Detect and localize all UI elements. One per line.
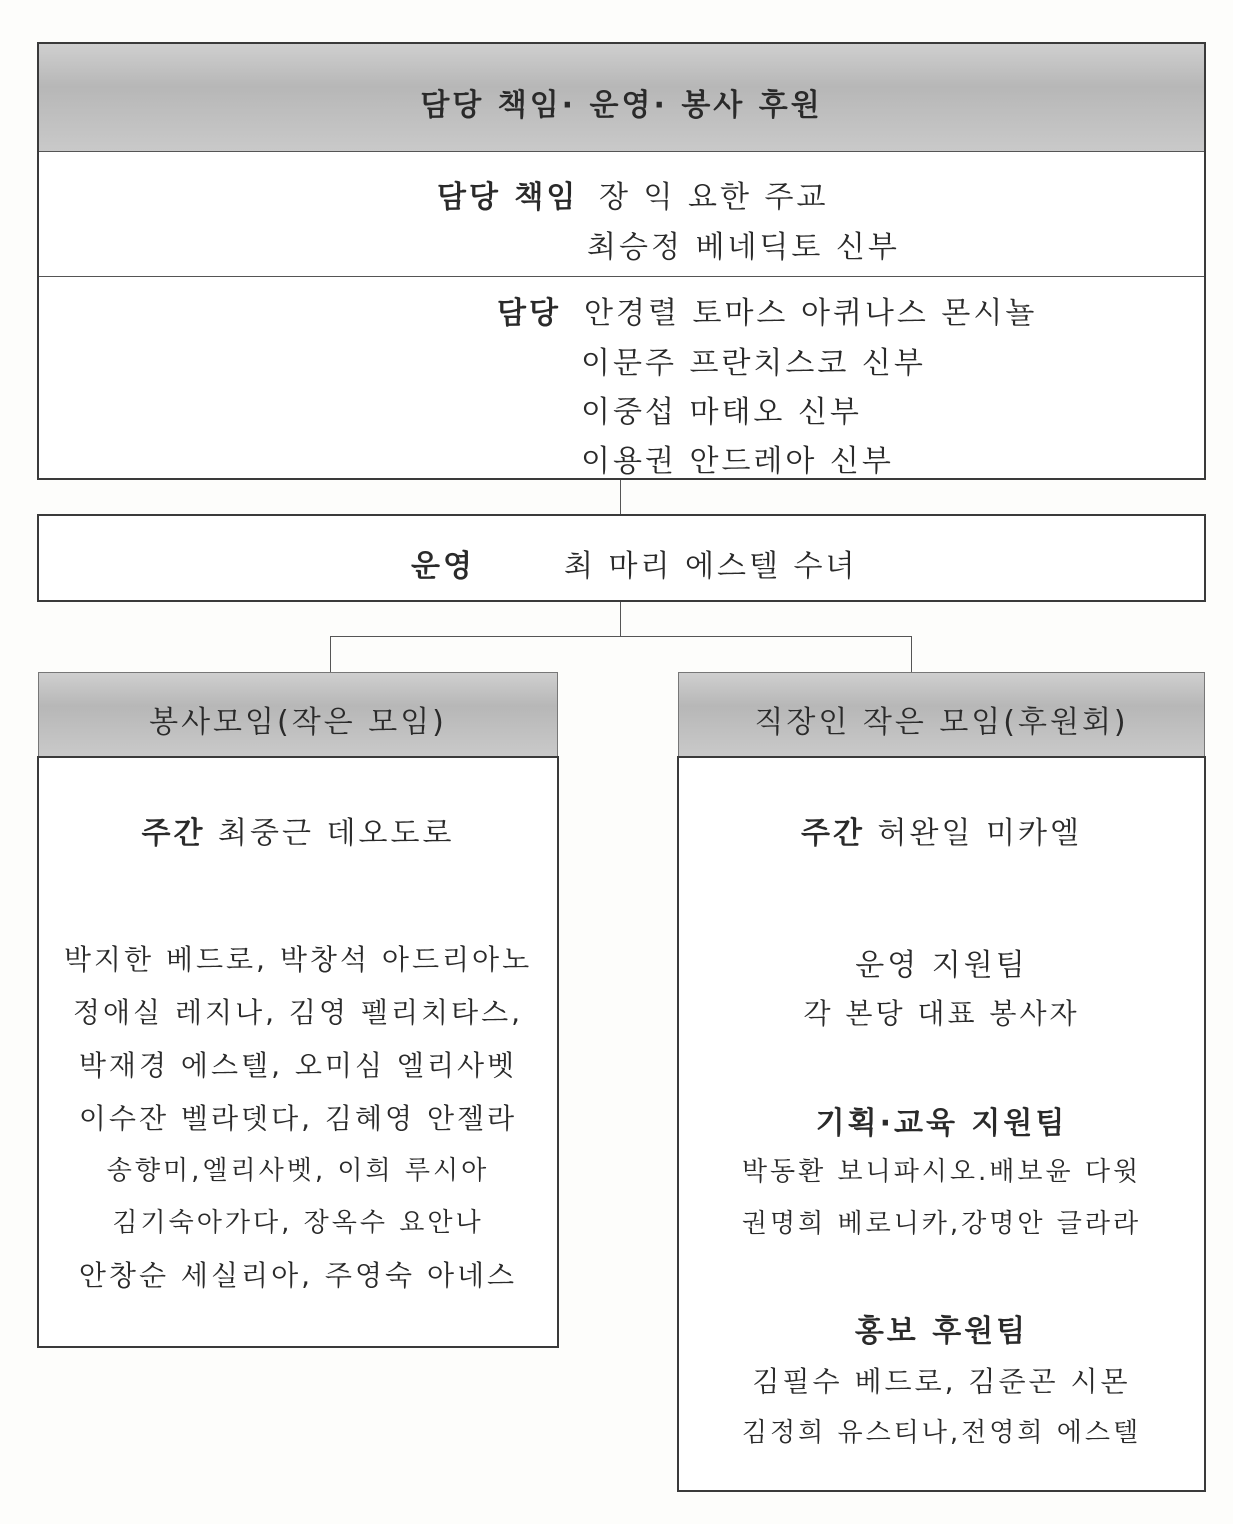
operations-name: 최 마리 에스텔 수녀	[564, 549, 858, 584]
left-member-2: 정애실 레지나, 김영 펠리치타스,	[72, 996, 524, 1029]
left-leader-label: 주간	[141, 816, 206, 851]
connector-top-ops	[620, 480, 621, 514]
connector-left-down	[330, 636, 331, 672]
top-header-title: 담당 책임· 운영· 봉사 후원	[420, 88, 823, 123]
left-leader-name: 최중근 데오도로	[218, 816, 455, 851]
left-member-4: 이수잔 벨라뎃다, 김혜영 안젤라	[78, 1102, 518, 1135]
left-box	[37, 756, 559, 1348]
team3-line-2: 김정희 유스티나,전영희 에스텔	[741, 1418, 1142, 1448]
charge-name-4: 이용권 안드레아 신부	[581, 444, 894, 479]
top-header-bar	[39, 44, 1204, 151]
charge-name-3: 이중섭 마태오 신부	[581, 395, 862, 430]
left-leader	[39, 808, 557, 852]
left-header-box	[38, 672, 558, 756]
top-divider-1	[39, 151, 1204, 152]
team3-line-1: 김필수 베드로, 김준곤 시몬	[752, 1365, 1131, 1398]
responsibility-name-2: 최승정 베네딕토 신부	[587, 230, 900, 265]
charge-name-2: 이문주 프란치스코 신부	[581, 346, 926, 381]
team3-title: 홍보 후원팀	[854, 1314, 1029, 1349]
right-header-box	[678, 672, 1205, 756]
right-box	[677, 756, 1206, 1492]
left-member-5: 송향미,엘리사벳, 이희 루시아	[106, 1156, 490, 1186]
responsibility-label: 담당 책임	[437, 180, 579, 215]
operations-label: 운영	[411, 549, 475, 584]
team2-title: 기획·교육 지원팀	[815, 1106, 1068, 1141]
left-member-7: 안창순 세실리아, 주영숙 아네스	[78, 1259, 518, 1292]
right-header-title: 직장인 작은 모임(후원회)	[754, 705, 1129, 740]
operations-box	[37, 514, 1206, 602]
connector-horizontal	[330, 636, 912, 637]
charge-label: 담당	[497, 296, 561, 331]
team1-title: 운영 지원팀	[855, 948, 1028, 983]
left-member-6: 김기숙아가다, 장옥수 요안나	[112, 1208, 484, 1238]
connector-ops-down	[620, 602, 621, 636]
responsibility-name-1: 장 익 요한 주교	[599, 180, 829, 215]
right-leader	[679, 808, 1204, 852]
team2-line-1: 박동환 보니파시오.배보윤 다윗	[741, 1157, 1142, 1187]
connector-right-down	[911, 636, 912, 672]
right-leader-name: 허완일 미카엘	[877, 816, 1082, 851]
top-box	[37, 42, 1206, 480]
right-leader-label: 주간	[801, 816, 865, 851]
left-member-1: 박지한 베드로, 박창석 아드리아노	[63, 943, 533, 976]
left-member-3: 박재경 에스텔, 오미심 엘리사벳	[78, 1049, 518, 1082]
charge-name-1: 안경렬 토마스 아퀴나스 몬시뇰	[584, 296, 1038, 331]
left-header-title: 봉사모임(작은 모임)	[149, 705, 447, 740]
team2-line-2: 권명희 베로니카,강명안 글라라	[741, 1209, 1142, 1239]
team1-line: 각 본당 대표 봉사자	[803, 997, 1080, 1030]
top-divider-2	[39, 276, 1204, 277]
